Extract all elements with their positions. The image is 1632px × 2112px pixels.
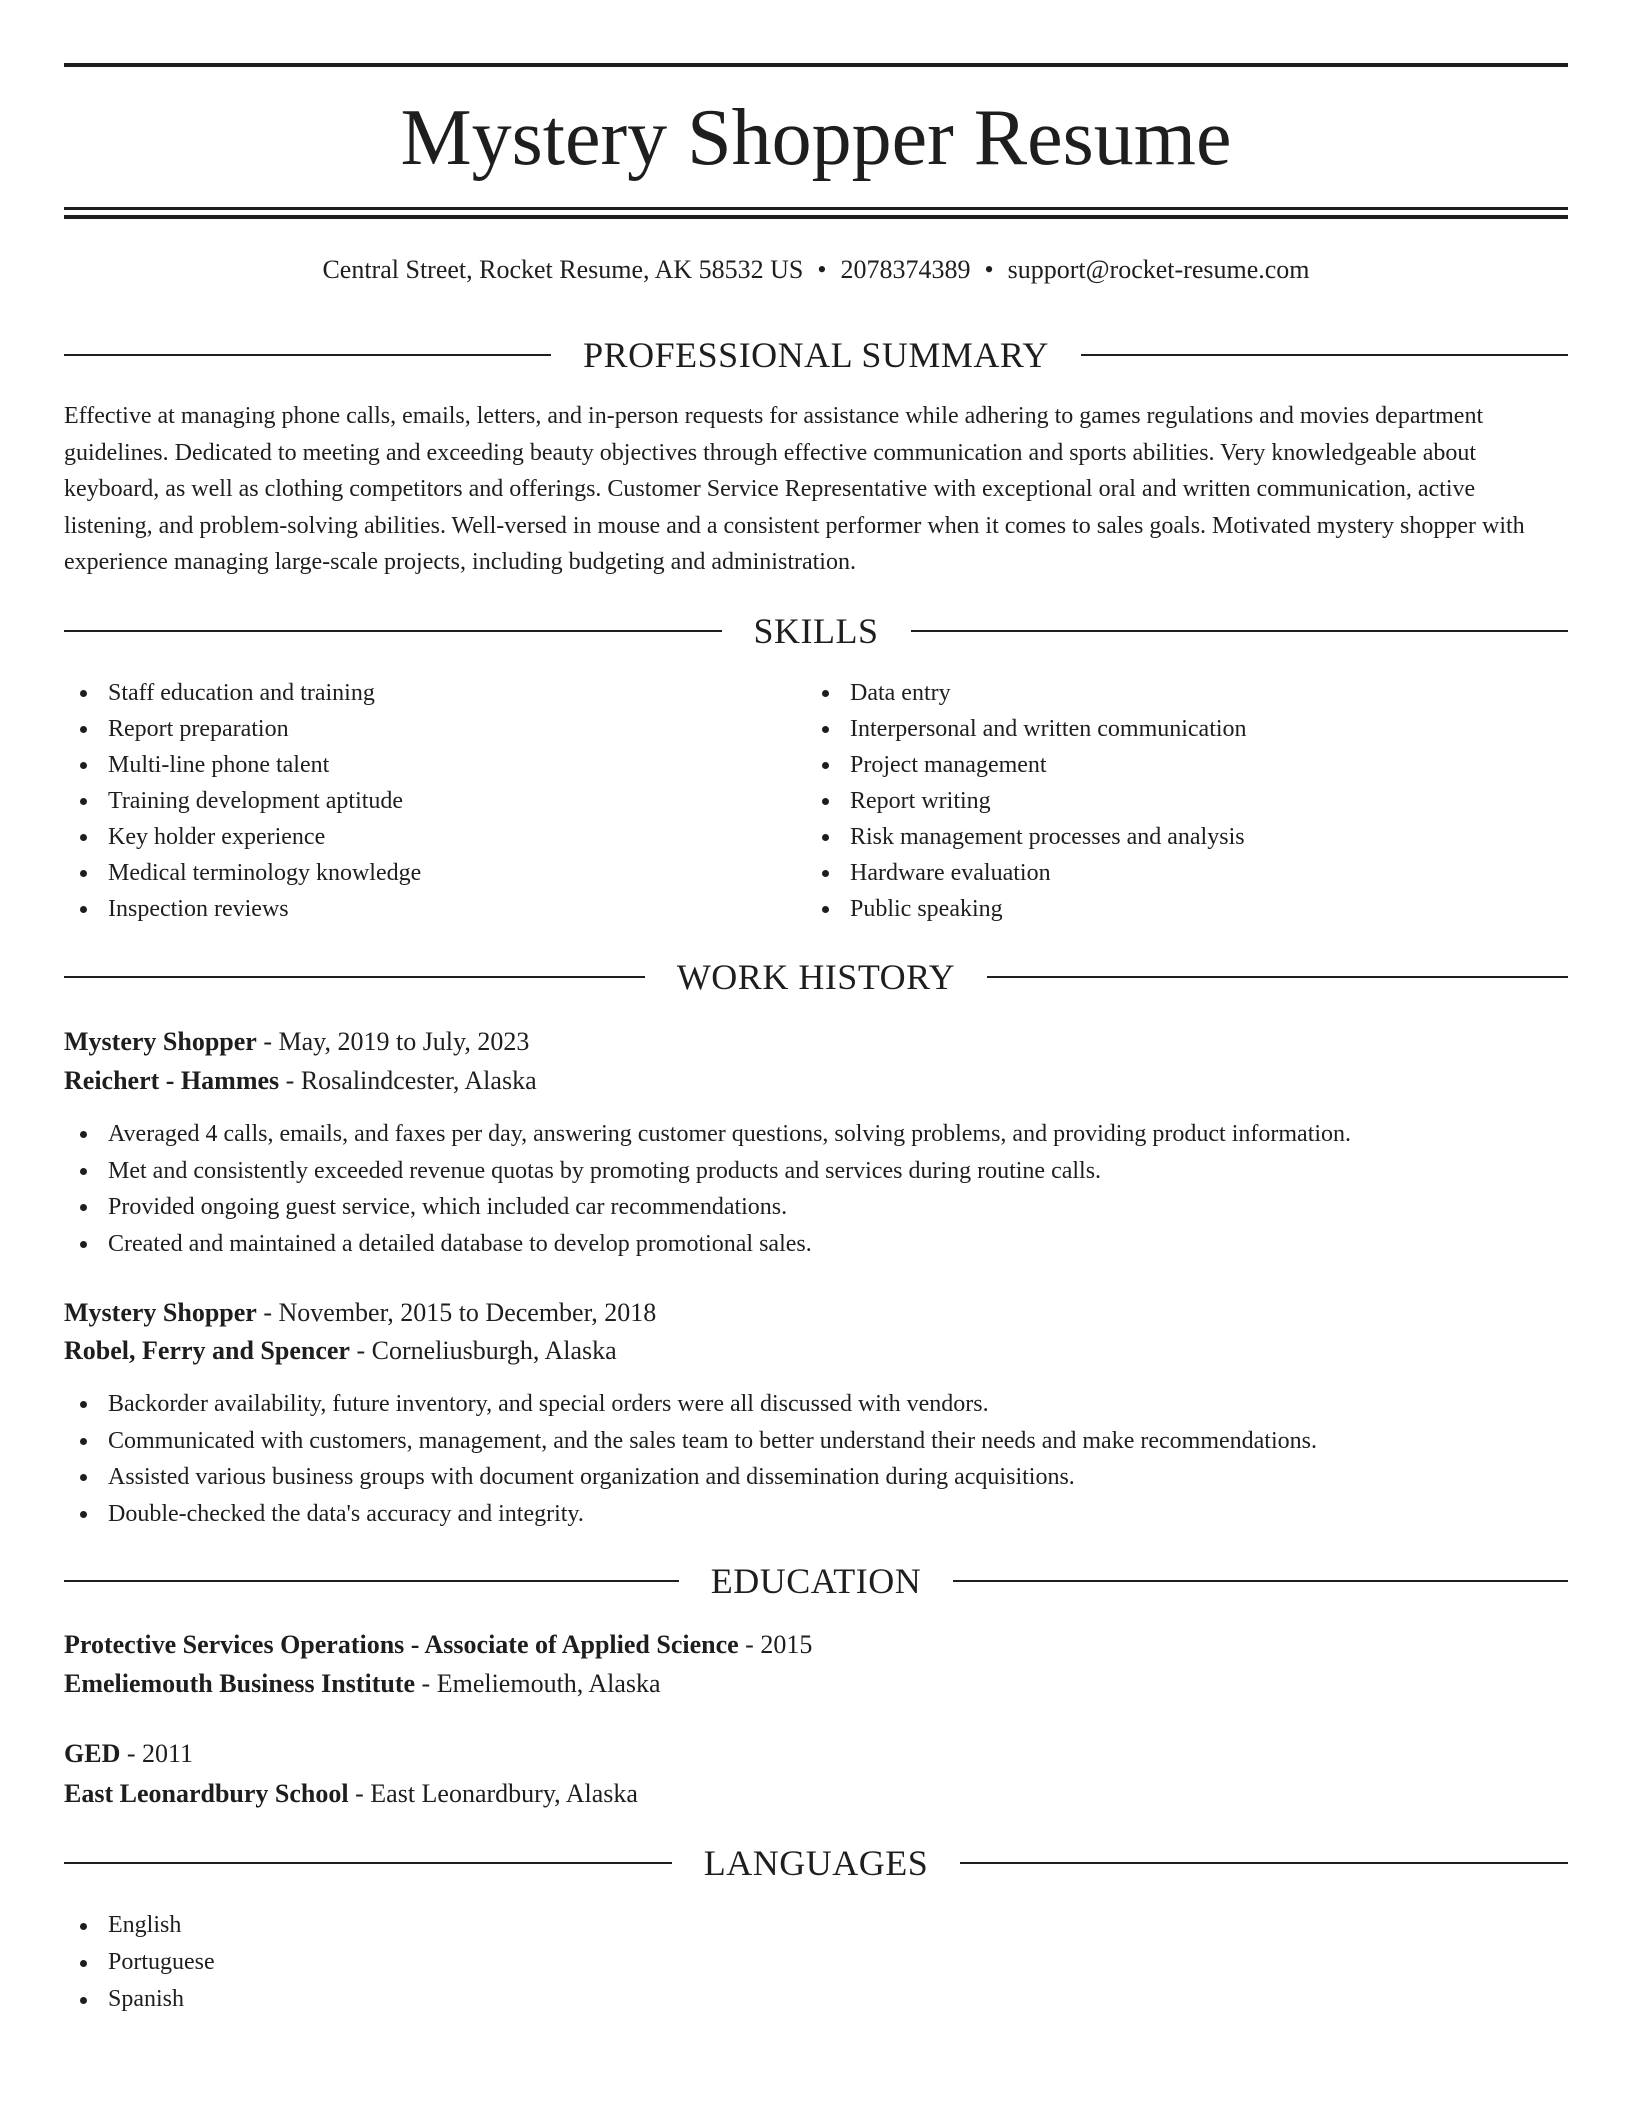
work-heading-label: WORK HISTORY bbox=[676, 957, 956, 997]
job-role: Mystery Shopper bbox=[64, 1027, 257, 1056]
heading-rule-left bbox=[64, 976, 645, 978]
dash: - bbox=[120, 1739, 143, 1768]
job-title-line bbox=[64, 1295, 1568, 1331]
degree-line bbox=[64, 1736, 1568, 1772]
job-dates: November, 2015 to December, 2018 bbox=[278, 1298, 657, 1327]
languages-heading-label: LANGUAGES bbox=[703, 1843, 929, 1883]
skill-item: Staff education and training bbox=[64, 675, 804, 711]
skill-item: Project management bbox=[806, 747, 1546, 783]
skill-item: Report preparation bbox=[64, 711, 804, 747]
dash: - bbox=[256, 1027, 279, 1056]
school-line bbox=[64, 1776, 1568, 1812]
dash: - bbox=[256, 1298, 279, 1327]
heading-rule-left bbox=[64, 1862, 672, 1864]
skill-item: Risk management processes and analysis bbox=[806, 819, 1546, 855]
contact-email: support@rocket-resume.com bbox=[1007, 255, 1310, 284]
skills-list-left bbox=[64, 675, 804, 927]
degree-name: GED bbox=[64, 1739, 121, 1768]
skills-heading bbox=[64, 609, 1568, 653]
dash: - bbox=[349, 1336, 372, 1365]
contact-phone: 2078374389 bbox=[840, 255, 971, 284]
heading-rule-right bbox=[1081, 354, 1568, 356]
title-rule-lower bbox=[64, 215, 1568, 219]
skills-heading-label: SKILLS bbox=[753, 611, 879, 651]
duty-item: Double-checked the data's accuracy and integrity. bbox=[64, 1496, 1568, 1533]
degree-name: Protective Services Operations - Associate of Applied Science bbox=[64, 1630, 739, 1659]
skill-item: Key holder experience bbox=[64, 819, 804, 855]
job-location: Corneliusburgh, Alaska bbox=[371, 1336, 617, 1365]
dash: - bbox=[279, 1066, 301, 1095]
skill-item: Multi-line phone talent bbox=[64, 747, 804, 783]
school-location: East Leonardbury, Alaska bbox=[370, 1779, 638, 1808]
degree-year: 2015 bbox=[760, 1630, 813, 1659]
skill-item: Training development aptitude bbox=[64, 783, 804, 819]
contact-separator: • bbox=[817, 255, 827, 284]
duty-item: Created and maintained a detailed database to develop promotional sales. bbox=[64, 1226, 1568, 1263]
job-dates: May, 2019 to July, 2023 bbox=[278, 1027, 530, 1056]
skills-list-right bbox=[806, 675, 1546, 927]
job-company: Robel, Ferry and Spencer bbox=[64, 1336, 350, 1365]
skill-item: Public speaking bbox=[806, 891, 1546, 927]
heading-rule-left bbox=[64, 1580, 679, 1582]
job-company-line bbox=[64, 1333, 1568, 1369]
education-heading-label: EDUCATION bbox=[710, 1561, 922, 1601]
skill-item: Interpersonal and written communication bbox=[806, 711, 1546, 747]
skill-item: Medical terminology knowledge bbox=[64, 855, 804, 891]
skill-item: Data entry bbox=[806, 675, 1546, 711]
job-duties-list bbox=[64, 1116, 1568, 1262]
skill-item: Inspection reviews bbox=[64, 891, 804, 927]
job-location: Rosalindcester, Alaska bbox=[300, 1066, 537, 1095]
languages-list bbox=[64, 1907, 664, 2018]
contact-address: Central Street, Rocket Resume, AK 58532 US bbox=[322, 255, 804, 284]
duty-item: Averaged 4 calls, emails, and faxes per day, answering customer questions, solving problems, and providing product information. bbox=[64, 1116, 1568, 1153]
contact-separator: • bbox=[984, 255, 994, 284]
duty-item: Assisted various business groups with document organization and dissemination during acquisitions. bbox=[64, 1459, 1568, 1496]
heading-rule-left bbox=[64, 354, 551, 356]
education-heading bbox=[64, 1559, 1568, 1603]
work-heading bbox=[64, 955, 1568, 999]
contact-line bbox=[64, 253, 1568, 287]
duty-item: Met and consistently exceeded revenue quotas by promoting products and services during routine calls. bbox=[64, 1153, 1568, 1190]
languages-heading bbox=[64, 1841, 1568, 1885]
dash: - bbox=[738, 1630, 761, 1659]
degree-line bbox=[64, 1627, 1568, 1663]
job-company: Reichert - Hammes bbox=[64, 1066, 280, 1095]
language-item: English bbox=[64, 1907, 664, 1944]
degree-year: 2011 bbox=[142, 1739, 194, 1768]
top-rule bbox=[64, 63, 1568, 67]
skill-item: Report writing bbox=[806, 783, 1546, 819]
heading-rule-right bbox=[960, 1862, 1568, 1864]
language-item: Portuguese bbox=[64, 1944, 664, 1981]
heading-rule-right bbox=[953, 1580, 1568, 1582]
job-duties-list bbox=[64, 1386, 1568, 1532]
heading-rule-left bbox=[64, 630, 722, 632]
title-rule-upper bbox=[64, 207, 1568, 210]
duty-item: Communicated with customers, management, and the sales team to better understand their needs and make recommendations. bbox=[64, 1423, 1568, 1460]
summary-heading bbox=[64, 333, 1568, 377]
summary-heading-label: PROFESSIONAL SUMMARY bbox=[583, 335, 1049, 375]
summary-text: Effective at managing phone calls, emails, letters, and in-person requests for assistance while adhering to games regulations and movies department guidelines. Dedicated to meeting and exceeding beauty objectives through effective communication and sports abilities. Very knowledgeable about keyboard, as well as clothing competitors and offerings. Customer Service Representative with exceptional oral and written communication, active listening, and problem-solving abilities. Well-versed in mouse and a consistent performer when it comes to sales goals. Motivated mystery shopper with experience managing large-scale projects, including budgeting and administration. bbox=[64, 403, 1525, 575]
job-title-line bbox=[64, 1024, 1568, 1060]
job-company-line bbox=[64, 1063, 1568, 1099]
dash: - bbox=[415, 1669, 437, 1698]
skill-item: Hardware evaluation bbox=[806, 855, 1546, 891]
school-name: Emeliemouth Business Institute bbox=[64, 1669, 416, 1698]
job-role: Mystery Shopper bbox=[64, 1298, 257, 1327]
duty-item: Provided ongoing guest service, which included car recommendations. bbox=[64, 1189, 1568, 1226]
school-line bbox=[64, 1666, 1568, 1702]
heading-rule-right bbox=[911, 630, 1569, 632]
resume-title: Mystery Shopper Resume bbox=[400, 94, 1232, 182]
heading-rule-right bbox=[987, 976, 1568, 978]
duty-item: Backorder availability, future inventory, and special orders were all discussed with vendors. bbox=[64, 1386, 1568, 1423]
language-item: Spanish bbox=[64, 1981, 664, 2018]
dash: - bbox=[348, 1779, 371, 1808]
school-location: Emeliemouth, Alaska bbox=[436, 1669, 661, 1698]
school-name: East Leonardbury School bbox=[64, 1779, 349, 1808]
